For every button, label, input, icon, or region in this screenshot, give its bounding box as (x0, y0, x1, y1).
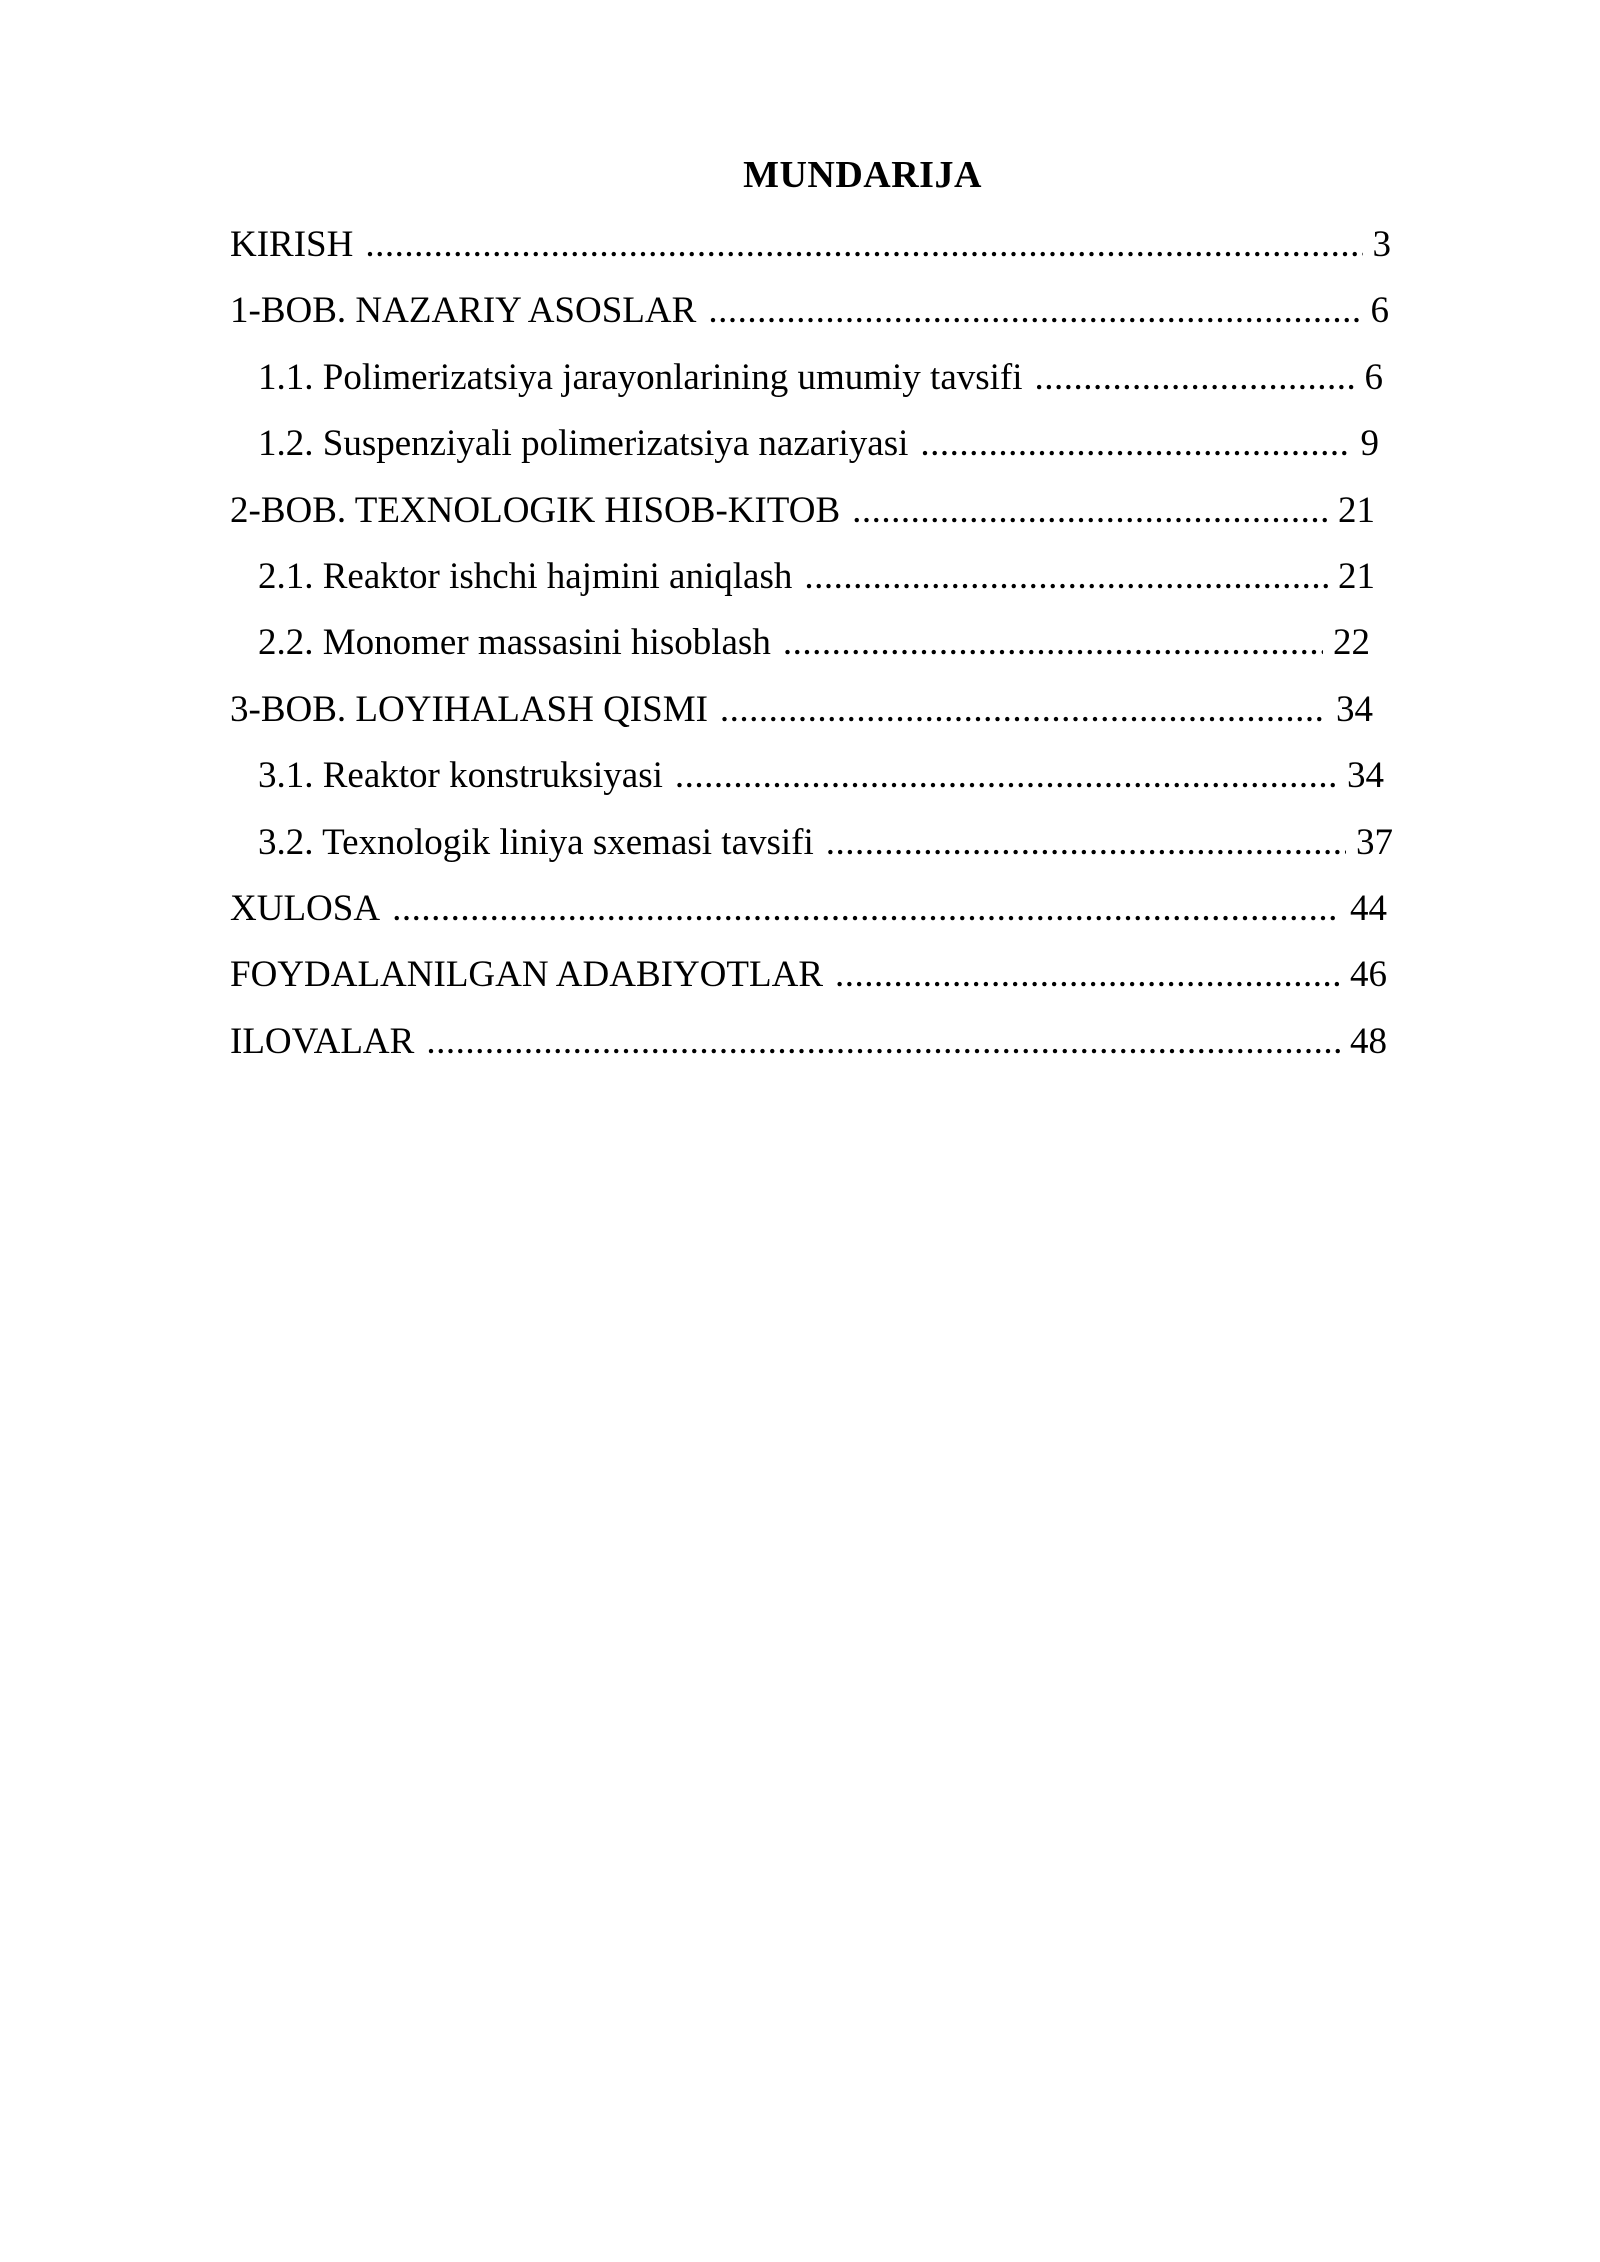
toc-dot-leader (826, 818, 1346, 868)
toc-entry (0, 884, 1600, 950)
toc-entry-page: 34 (1347, 755, 1384, 797)
toc-entry-label: ILOVALAR (230, 1020, 415, 1062)
toc-entry-label: KIRISH (230, 224, 354, 265)
toc-entry (0, 751, 1600, 817)
toc-entry-label: 2-BOB. TEXNOLOGIK HISOB-KITOB (230, 489, 841, 531)
toc-entry (0, 1017, 1600, 1083)
toc-entry-page: 3 (1372, 224, 1391, 265)
toc-entry (0, 618, 1600, 684)
toc-entry-label: 3.1. Reaktor konstruksiyasi (258, 755, 663, 797)
toc-entry-label: 2.1. Reaktor ishchi hajmini aniqlash (258, 555, 793, 597)
toc-dot-leader (426, 1017, 1340, 1067)
toc-entry-page: 46 (1350, 954, 1387, 996)
toc-entry (0, 685, 1600, 751)
toc-entry-page: 9 (1360, 423, 1379, 465)
toc-entry (0, 353, 1600, 419)
toc-dot-leader (852, 486, 1328, 536)
toc-entry (0, 552, 1600, 618)
toc-entry (0, 950, 1600, 1016)
toc-entry-label: 3-BOB. LOYIHALASH QISMI (230, 688, 708, 730)
toc-entry (0, 419, 1600, 485)
toc-entry-page: 21 (1338, 489, 1375, 531)
toc-entry-page: 48 (1350, 1020, 1387, 1062)
toc-dot-leader (720, 685, 1326, 735)
toc-entry-page: 44 (1350, 887, 1387, 929)
toc-entry (0, 486, 1600, 552)
toc-entry (0, 286, 1600, 352)
toc-dot-leader (804, 552, 1328, 602)
toc-entry (0, 220, 1600, 286)
toc-entry-label: FOYDALANILGAN ADABIYOTLAR (230, 954, 823, 996)
toc-dot-leader (675, 751, 1337, 801)
toc-entry (0, 818, 1600, 884)
toc-entry-page: 21 (1338, 555, 1375, 597)
toc-entry-label: XULOSA (230, 887, 381, 929)
toc-entry-page: 6 (1364, 356, 1383, 398)
toc-entry-label: 3.2. Texnologik liniya sxemasi tavsifi (258, 821, 814, 863)
toc-dot-leader (835, 950, 1340, 1000)
toc-entry-page: 6 (1370, 290, 1389, 332)
toc-entry-label: 1.1. Polimerizatsiya jarayonlarining umumiy tavsifi (258, 356, 1023, 398)
toc-dot-leader (783, 618, 1323, 668)
toc-entry-label: 1-BOB. NAZARIY ASOSLAR (230, 290, 697, 332)
toc-dot-leader (392, 884, 1340, 934)
table-of-contents (0, 220, 1600, 1083)
toc-dot-leader (708, 286, 1360, 336)
toc-entry-label: 2.2. Monomer massasini hisoblash (258, 622, 771, 664)
toc-entry-page: 34 (1336, 688, 1373, 730)
toc-entry-page: 22 (1333, 622, 1370, 664)
toc-dot-leader (1035, 353, 1355, 403)
toc-dot-leader (365, 220, 1362, 270)
toc-dot-leader (920, 419, 1350, 469)
toc-entry-page: 37 (1356, 821, 1393, 863)
page-title: MUNDARIJA (743, 154, 982, 196)
toc-entry-label: 1.2. Suspenziyali polimerizatsiya nazariyasi (258, 423, 909, 465)
